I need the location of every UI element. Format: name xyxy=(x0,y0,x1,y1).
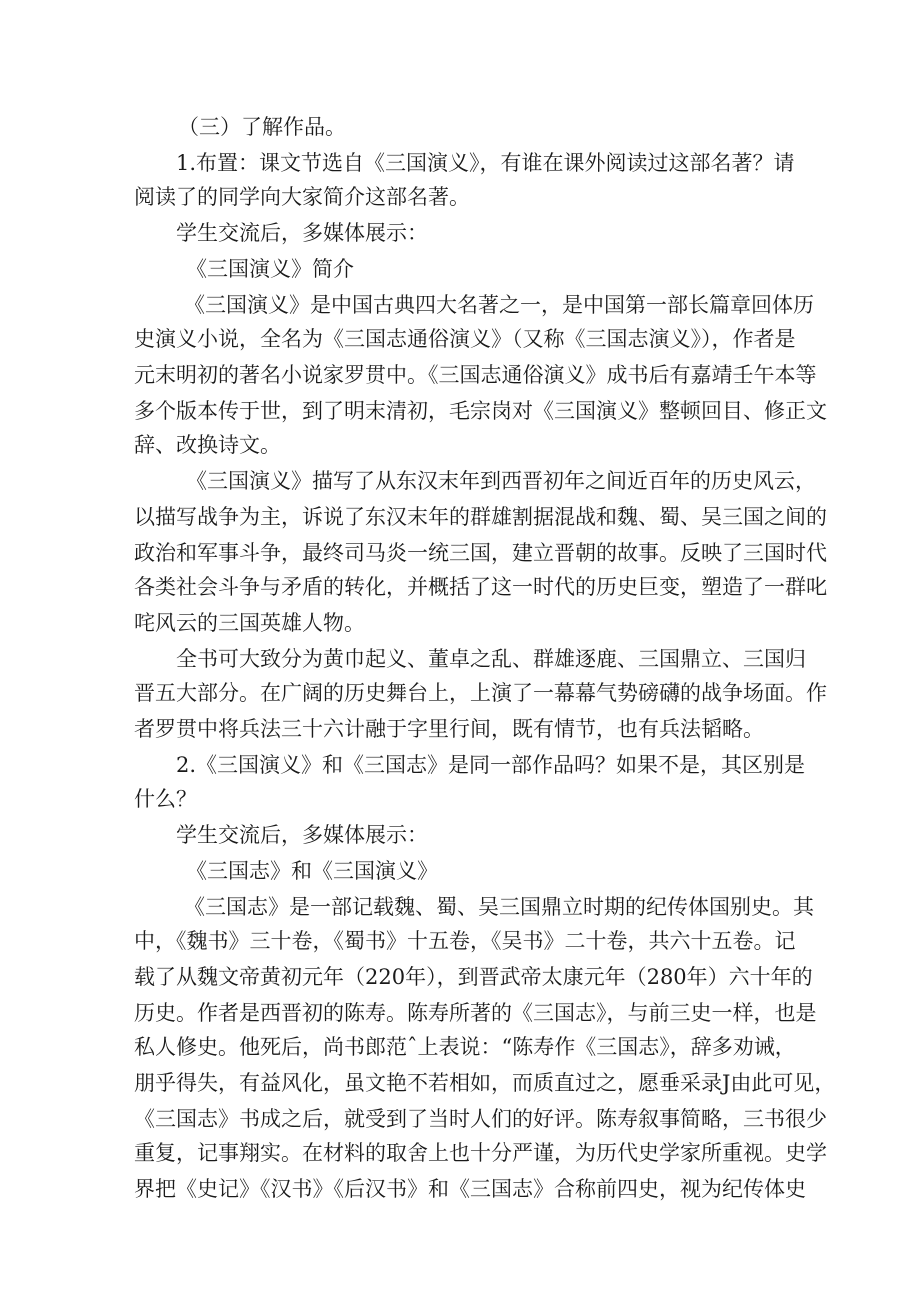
text-line: 晋五大部分。在广阔的历史舞台上，上演了一幕幕气势磅礴的战争场面。作 xyxy=(134,681,827,705)
text-line: 中，《魏书》三十卷，《蜀书》十五卷，《吴书》二十卷，共六十五卷。记 xyxy=(134,929,796,953)
text-line: 什么？ xyxy=(134,787,197,811)
text-line: 史演义小说，全名为《三国志通俗演义》（又称《三国志演义》），作者是 xyxy=(134,327,796,351)
text-line: 《三国志》是一部记载魏、蜀、吴三国鼎立时期的纪传体国别史。其 xyxy=(184,895,814,919)
text-line: （三）了解作品。 xyxy=(178,115,346,139)
text-line: 《三国演义》是中国古典四大名著之一，是中国第一部长篇章回体历 xyxy=(184,293,814,317)
text-line: 各类社会斗争与矛盾的转化，并概括了这一时代的历史巨变，塑造了一群叱 xyxy=(134,575,827,599)
text-line: 《三国演义》描写了从东汉末年到西晋初年之间近百年的历史风云， xyxy=(186,469,816,493)
text-line: 学生交流后，多媒体展示： xyxy=(176,823,428,847)
text-line: 辞、改换诗文。 xyxy=(134,433,281,457)
text-line: 历史。作者是西晋初的陈寿。陈寿所著的《三国志》，与前三史一样，也是 xyxy=(134,1001,817,1025)
text-line: 阅读了的同学向大家简介这部名著。 xyxy=(134,185,470,209)
text-line: 多个版本传于世，到了明末清初，毛宗岗对《三国演义》整顿回目、修正文 xyxy=(134,399,827,423)
text-line: 以描写战争为主，诉说了东汉末年的群雄割据混战和魏、蜀、吴三国之间的 xyxy=(134,505,827,529)
text-line: 载了从魏文帝黄初元年（220年），到晋武帝太康元年（280年）六十年的 xyxy=(134,965,813,989)
text-line: 1.布置：课文节选自《三国演义》，有谁在课外阅读过这部名著？请 xyxy=(176,151,795,175)
text-line: 朋乎得失，有益风化，虽文艳不若相如，而质直过之，愿垂采录J由此可见， xyxy=(134,1071,836,1095)
text-line: 《三国志》书成之后，就受到了当时人们的好评。陈寿叙事简略，三书很少 xyxy=(134,1107,827,1131)
text-line: 咤风云的三国英雄人物。 xyxy=(134,611,365,635)
text-line: 政治和军事斗争，最终司马炎一统三国，建立晋朝的故事。反映了三国时代 xyxy=(134,541,827,565)
text-line: 私人修史。他死后，尚书郎范ˆ上表说：“陈寿作《三国志》，辞多劝诫， xyxy=(134,1035,796,1059)
text-line: 界把《史记》《汉书》《后汉书》和《三国志》合称前四史，视为纪传体史 xyxy=(134,1177,806,1201)
text-line: 者罗贯中将兵法三十六计融于字里行间，既有情节，也有兵法韬略。 xyxy=(134,717,764,741)
text-line: 全书可大致分为黄巾起义、董卓之乱、群雄逐鹿、三国鼎立、三国归 xyxy=(176,647,806,671)
text-line: 重复，记事翔实。在材料的取舍上也十分严谨，为历代史学家所重视。史学 xyxy=(134,1141,827,1165)
text-line: 《三国志》和《三国演义》 xyxy=(186,859,438,883)
text-line: 元末明初的著名小说家罗贯中。《三国志通俗演义》成书后有嘉靖壬午本等 xyxy=(134,363,817,387)
text-line: 学生交流后，多媒体展示： xyxy=(176,221,428,245)
text-line: 2.《三国演义》和《三国志》是同一部作品吗？如果不是，其区别是 xyxy=(176,753,806,777)
text-line: 《三国演义》简介 xyxy=(186,257,354,281)
